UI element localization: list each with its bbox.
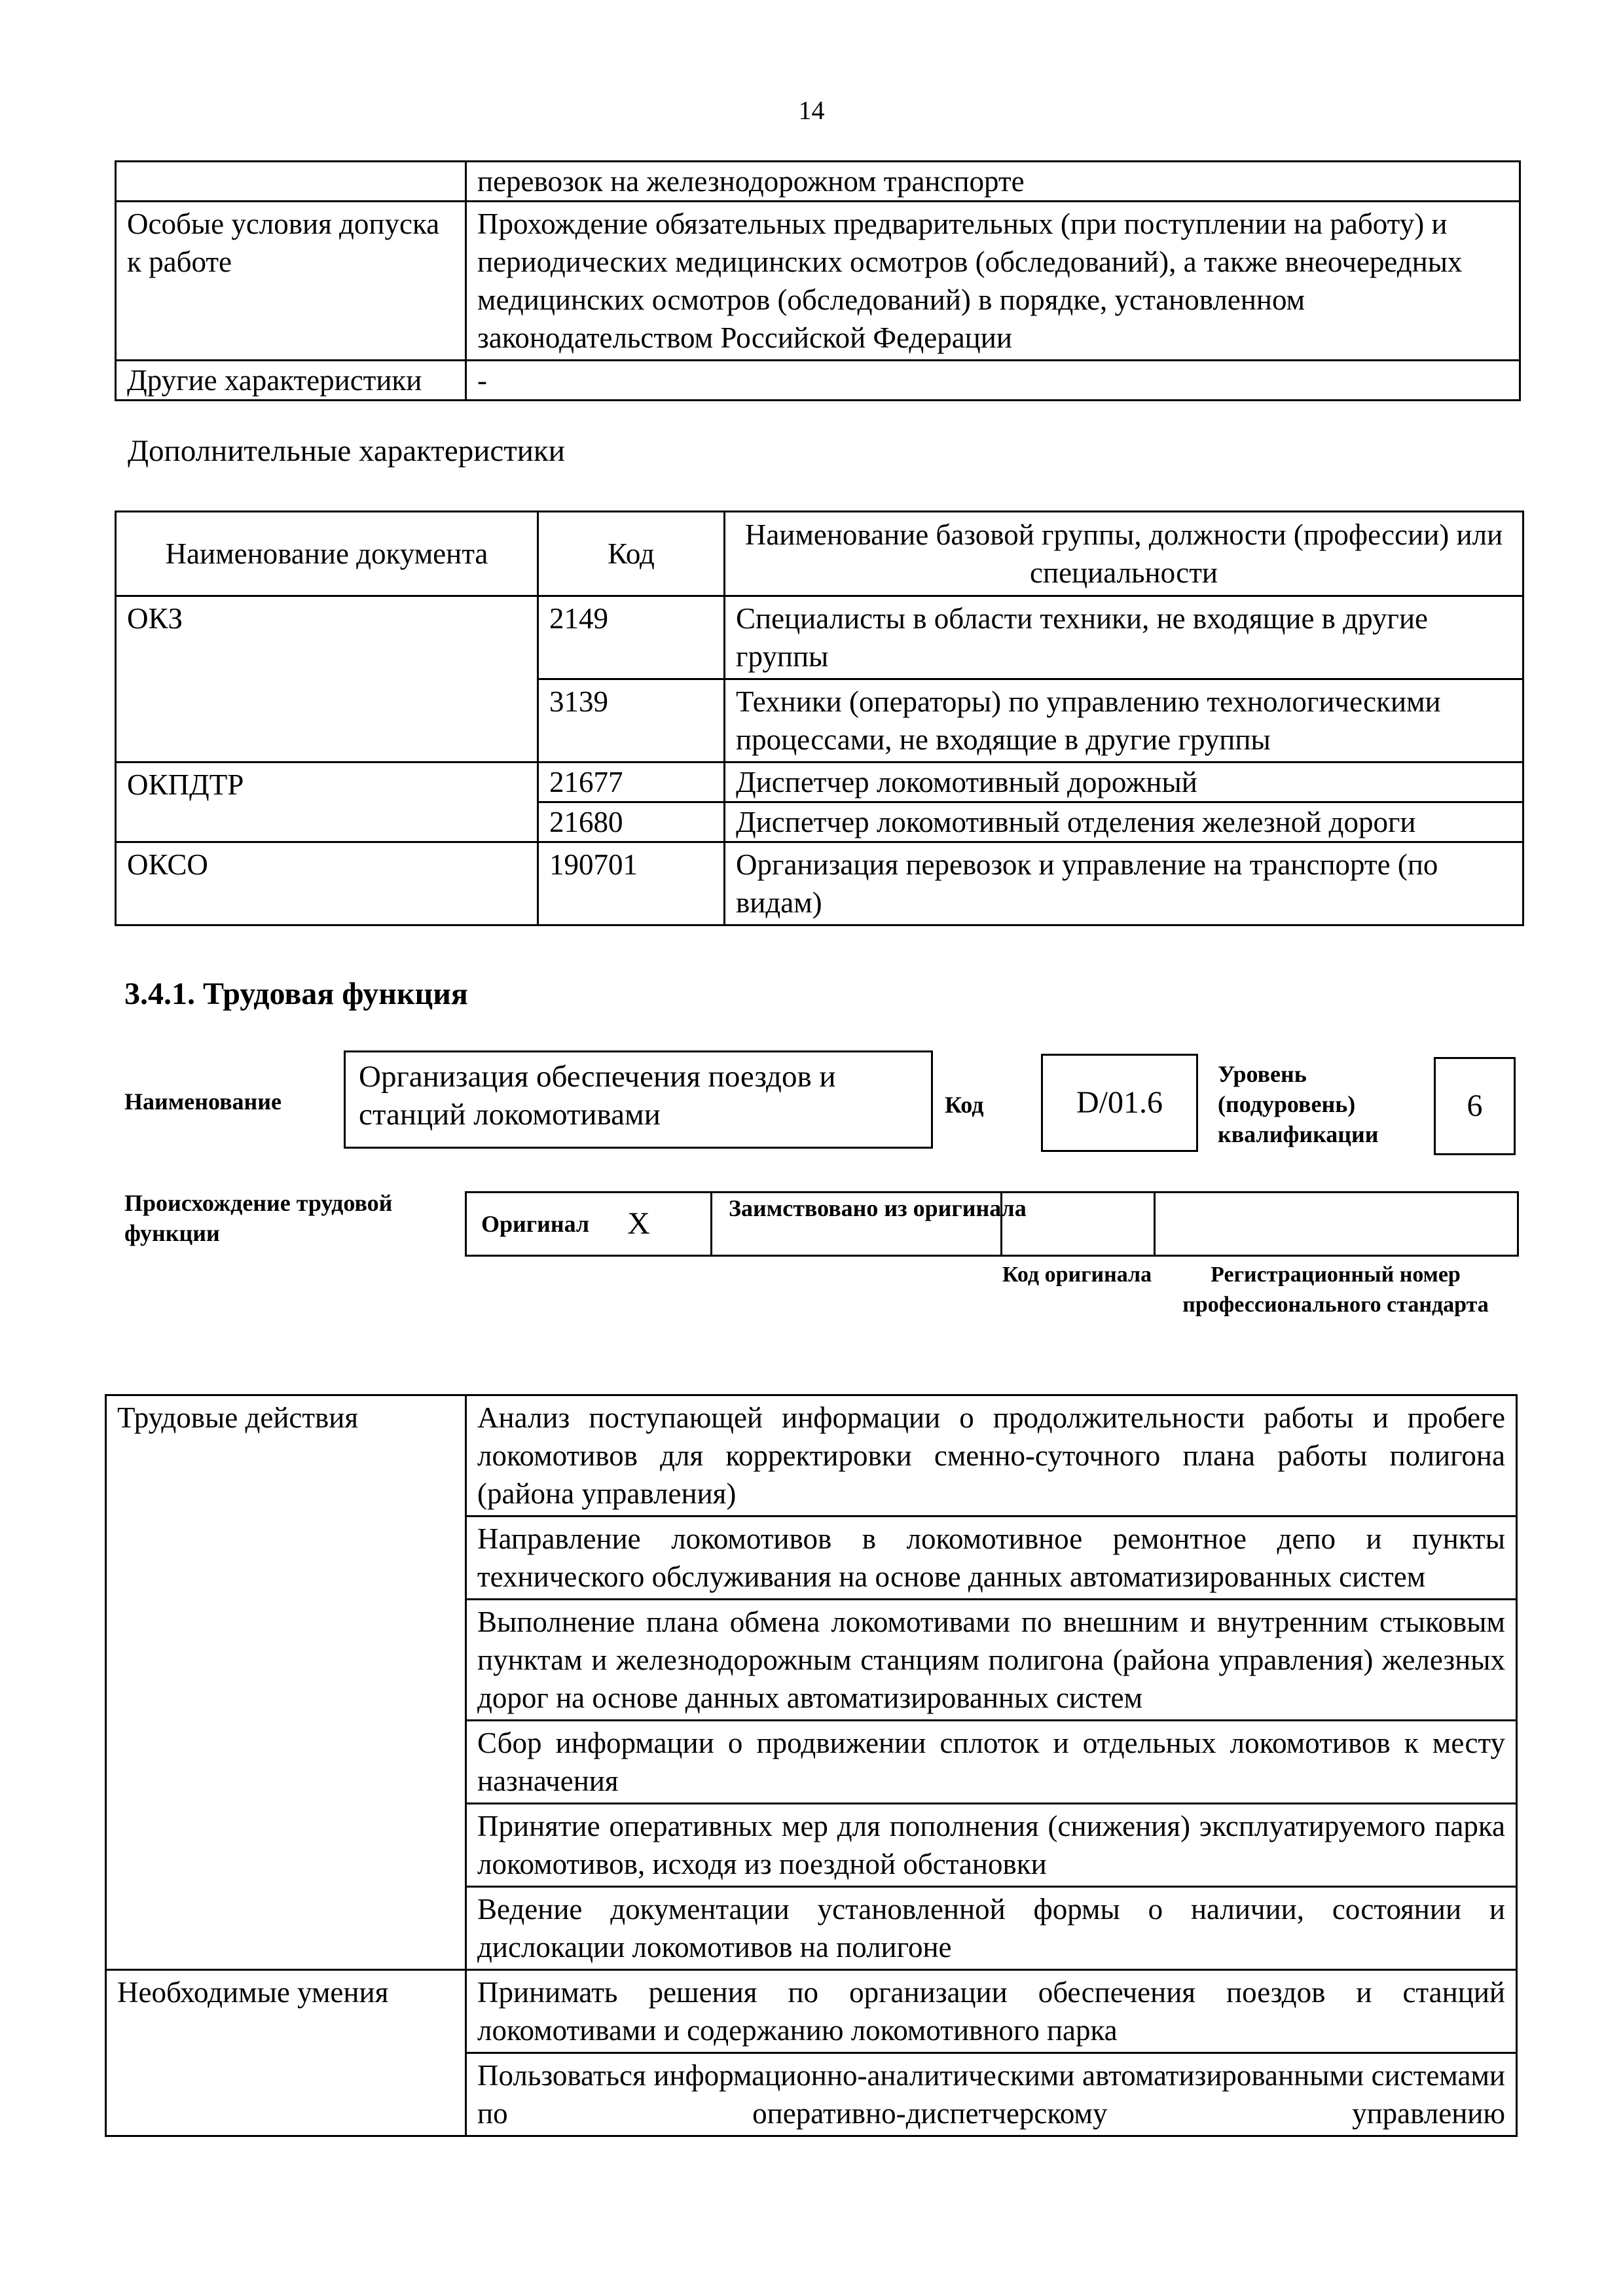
column-header: Наименование базовой группы, должности (профессии) или специальности: [725, 512, 1523, 596]
table-cell: 190701: [538, 842, 725, 925]
list-item: Сбор информации о продвижении сплоток и отдельных локомотивов к месту назначения: [466, 1721, 1517, 1804]
table-cell: 21680: [538, 802, 725, 842]
table-cell: 21677: [538, 762, 725, 802]
table-cell: ОКЗ: [116, 596, 538, 762]
origin-label: Происхождение трудовой функции: [124, 1190, 393, 1246]
function-name-box: Организация обеспечения поездов и станций локомотивами: [344, 1050, 933, 1149]
table-cell: Организация перевозок и управление на транспорте (по видам): [725, 842, 1523, 925]
table-cell: Диспетчер локомотивный дорожный: [725, 762, 1523, 802]
table-cell: Необходимые умения: [106, 1970, 466, 2136]
conditions-table: [115, 160, 1521, 401]
table-cell: перевозок на железнодорожном транспорте: [466, 162, 1520, 202]
table-cell: Техники (операторы) по управлению технологическими процессами, не входящие в другие группы: [725, 679, 1523, 762]
table-cell: ОКПДТР: [116, 762, 538, 842]
name-label: Наименование: [124, 1088, 282, 1115]
table-cell: Другие характеристики: [116, 361, 466, 401]
original-code-caption: Код оригинала: [1002, 1263, 1152, 1287]
table-row: [116, 202, 1520, 361]
list-item: Анализ поступающей информации о продолжительности работы и пробеге локомотивов для корректировки сменно-суточного плана работы полигона (района управления): [466, 1395, 1517, 1516]
code-label: Код: [945, 1092, 984, 1118]
table-row: [106, 1970, 1517, 2053]
table-cell: Прохождение обязательных предварительных (при поступлении на работу) и периодических медицинских осмотров (обследований), а также внеочередных медицинских осмотров (обследований) в порядке, установленном законодательством Российской Федерации: [466, 202, 1520, 361]
function-heading: 3.4.1. Трудовая функция: [124, 977, 468, 1011]
registration-number-cell: [1156, 1193, 1517, 1255]
column-header: Код: [538, 512, 725, 596]
table-cell: ОКСО: [116, 842, 538, 925]
table-row: [116, 361, 1520, 401]
column-header: Наименование документа: [116, 512, 538, 596]
table-header-row: [116, 512, 1523, 596]
table-cell: Особые условия допуска к работе: [116, 202, 466, 361]
table-row: [106, 1395, 1517, 1516]
page-number: 14: [798, 96, 825, 125]
table-cell: 2149: [538, 596, 725, 679]
original-label: Оригинал: [481, 1211, 590, 1237]
table-row: [116, 842, 1523, 925]
classification-table: [115, 511, 1524, 926]
list-item: Принятие оперативных мер для пополнения (снижения) эксплуатируемого парка локомотивов, исходя из поездной обстановки: [466, 1804, 1517, 1887]
actions-table: [105, 1394, 1518, 2137]
section-title: Дополнительные характеристики: [128, 434, 565, 468]
list-item: Направление локомотивов в локомотивное ремонтное депо и пункты технического обслуживания на основе данных автоматизированных систем: [466, 1516, 1517, 1600]
list-item: Пользоваться информационно-аналитическими автоматизированными системами по оперативно-диспетчерскому управлению: [466, 2053, 1517, 2136]
table-row: [116, 162, 1520, 202]
function-code-box: D/01.6: [1041, 1054, 1198, 1152]
list-item: Ведение документации установленной формы о наличии, состоянии и дислокации локомотивов на полигоне: [466, 1887, 1517, 1970]
level-box: 6: [1434, 1057, 1516, 1155]
table-cell: Специалисты в области техники, не входящие в другие группы: [725, 596, 1523, 679]
origin-table: [465, 1191, 1519, 1257]
table-row: [116, 596, 1523, 679]
origin-cell: [467, 1193, 712, 1255]
original-mark: X: [627, 1206, 650, 1241]
level-label: Уровень (подуровень) квалификации: [1218, 1061, 1379, 1147]
original-code-cell: [1000, 1193, 1156, 1255]
table-cell: 3139: [538, 679, 725, 762]
list-item: Выполнение плана обмена локомотивами по внешним и внутренним стыковым пунктам и железнодорожным станциям полигона (района управления) железных дорог на основе данных автоматизированных систем: [466, 1600, 1517, 1721]
table-cell: [116, 162, 466, 202]
table-cell: Трудовые действия: [106, 1395, 466, 1970]
table-cell: Диспетчер локомотивный отделения железной дороги: [725, 802, 1523, 842]
list-item: Принимать решения по организации обеспечения поездов и станций локомотивами и содержанию локомотивного парка: [466, 1970, 1517, 2053]
registration-caption: Регистрационный номер профессионального стандарта: [1182, 1263, 1489, 1317]
table-row: [116, 762, 1523, 802]
borrowed-label: Заимствовано из оригинала: [729, 1195, 1027, 1221]
table-cell: -: [466, 361, 1520, 401]
